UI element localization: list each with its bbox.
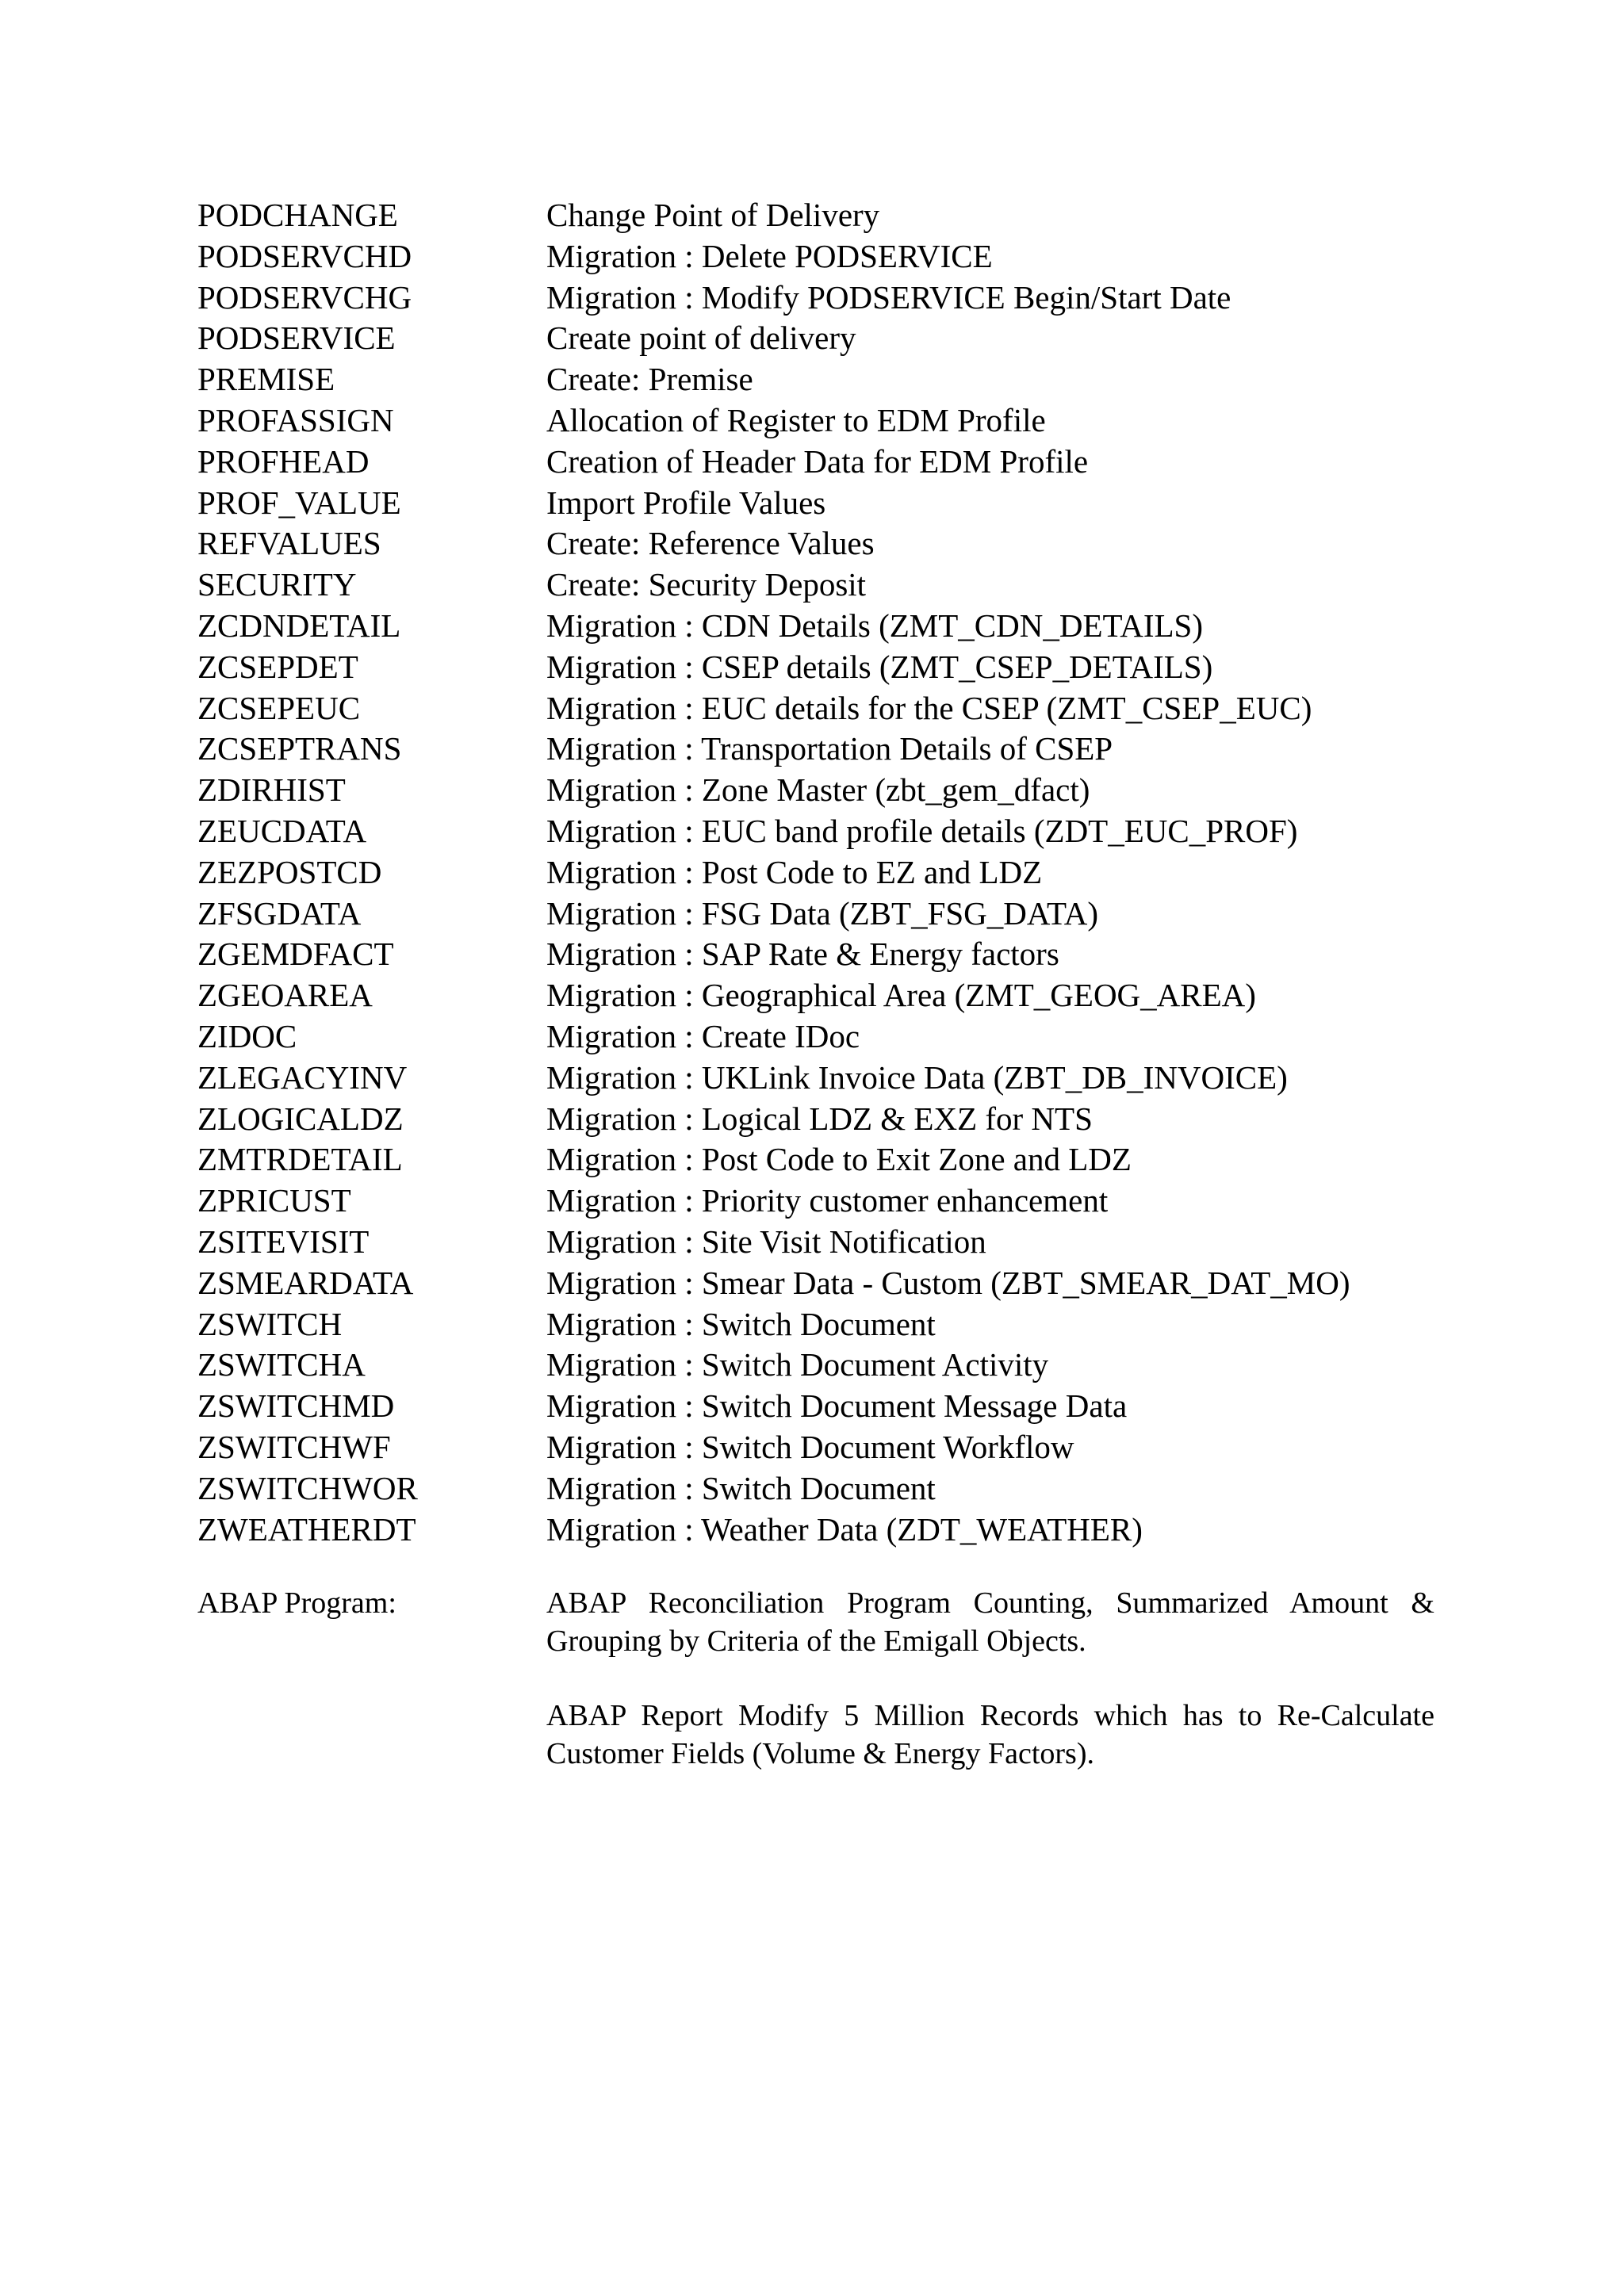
object-code: ZSWITCHA (197, 1346, 366, 1383)
migration-object-row (197, 934, 1466, 975)
object-code: ZPRICUST (197, 1182, 351, 1219)
migration-object-row (197, 564, 1466, 606)
object-description: Migration : Logical LDZ & EXZ for NTS (546, 1100, 1093, 1137)
object-description: Migration : UKLink Invoice Data (ZBT_DB_INVOICE) (546, 1058, 1288, 1096)
migration-object-row (197, 1099, 1466, 1140)
object-description: Migration : Create IDoc (546, 1017, 860, 1054)
object-description: Migration : Switch Document Message Data (546, 1387, 1128, 1425)
migration-object-row (197, 729, 1466, 770)
object-description: Create: Reference Values (546, 525, 875, 562)
object-code: ZCSEPDET (197, 648, 358, 685)
object-description: Migration : Post Code to EZ and LDZ (546, 853, 1043, 890)
migration-object-row (197, 770, 1466, 811)
object-code: ZLEGACYINV (197, 1058, 408, 1096)
object-description: Migration : CSEP details (ZMT_CSEP_DETAILS) (546, 648, 1213, 685)
object-code: ZSWITCHWOR (197, 1469, 418, 1506)
object-code: ZCSEPTRANS (197, 730, 402, 767)
migration-object-row (197, 1345, 1466, 1386)
object-description: Migration : Site Visit Notification (546, 1223, 986, 1260)
object-description: Migration : Switch Document (546, 1469, 936, 1506)
migration-object-row (197, 236, 1466, 277)
object-code: PROFASSIGN (197, 401, 394, 438)
migration-object-row (197, 1468, 1466, 1510)
object-code: ZSWITCHMD (197, 1387, 395, 1425)
object-code: REFVALUES (197, 525, 381, 562)
object-code: ZLOGICALDZ (197, 1100, 404, 1137)
object-description: Creation of Header Data for EDM Profile (546, 442, 1089, 480)
object-code: ZCSEPEUC (197, 689, 361, 726)
object-code: ZCDNDETAIL (197, 607, 401, 644)
object-description: Create point of delivery (546, 320, 856, 357)
object-description: Migration : Switch Document (546, 1305, 936, 1342)
object-code: SECURITY (197, 566, 357, 603)
migration-object-row (197, 1181, 1466, 1222)
migration-object-row (197, 277, 1466, 319)
object-description: Migration : FSG Data (ZBT_FSG_DATA) (546, 894, 1098, 932)
object-description: Migration : Priority customer enhancement (546, 1182, 1109, 1219)
object-code: ZSWITCH (197, 1305, 343, 1342)
migration-object-row (197, 647, 1466, 688)
migration-object-row (197, 483, 1466, 524)
object-code: PODSERVICE (197, 320, 396, 357)
object-description: Migration : CDN Details (ZMT_CDN_DETAILS) (546, 607, 1204, 644)
object-code: ZGEOAREA (197, 977, 373, 1014)
object-description: Allocation of Register to EDM Profile (546, 401, 1046, 438)
migration-object-row (197, 1427, 1466, 1468)
object-description: Change Point of Delivery (546, 197, 880, 233)
object-code: ZDIRHIST (197, 771, 346, 809)
object-code: PODCHANGE (197, 197, 398, 233)
migration-object-row (197, 1263, 1466, 1304)
object-description: Migration : Weather Data (ZDT_WEATHER) (546, 1510, 1143, 1548)
migration-object-row (197, 852, 1466, 894)
migration-object-row (197, 400, 1466, 442)
object-code: PREMISE (197, 361, 335, 398)
abap-program-label: ABAP Program: (197, 1586, 396, 1620)
migration-object-row (197, 1510, 1466, 1551)
migration-object-row (197, 1139, 1466, 1181)
object-description: Migration : Geographical Area (ZMT_GEOG_AREA) (546, 977, 1256, 1014)
object-code: ZSITEVISIT (197, 1223, 370, 1260)
migration-object-row (197, 359, 1466, 400)
migration-object-row (197, 975, 1466, 1016)
object-code: ZSMEARDATA (197, 1264, 414, 1301)
object-description: Migration : EUC details for the CSEP (ZMT_CSEP_EUC) (546, 689, 1312, 726)
migration-object-row (197, 1058, 1466, 1099)
migration-object-row (197, 1222, 1466, 1263)
object-code: PROFHEAD (197, 442, 370, 480)
object-description: Create: Premise (546, 361, 753, 398)
object-code: ZEZPOSTCD (197, 853, 382, 890)
object-code: PROF_VALUE (197, 484, 401, 521)
object-code: PODSERVCHG (197, 278, 412, 316)
migration-object-row (197, 1304, 1466, 1345)
object-description: Migration : SAP Rate & Energy factors (546, 936, 1059, 973)
object-code: ZFSGDATA (197, 894, 362, 932)
object-code: ZGEMDFACT (197, 936, 394, 973)
migration-object-row (197, 1386, 1466, 1427)
migration-object-row (197, 811, 1466, 852)
object-description: Migration : Zone Master (zbt_gem_dfact) (546, 771, 1090, 809)
object-description: Migration : Smear Data - Custom (ZBT_SMEAR_DAT_MO) (546, 1264, 1350, 1301)
object-code: ZIDOC (197, 1017, 297, 1054)
object-description: Create: Security Deposit (546, 566, 867, 603)
migration-object-row (197, 606, 1466, 647)
abap-program-description-1: ABAP Reconciliation Program Counting, Summarized Amount & Grouping by Criteria of the Emigall Objects. (546, 1586, 1434, 1658)
migration-object-row (197, 688, 1466, 729)
migration-object-row (197, 894, 1466, 935)
object-description: Migration : Delete PODSERVICE (546, 237, 993, 274)
migration-object-row (197, 195, 1466, 236)
object-code: ZSWITCHWF (197, 1428, 391, 1465)
abap-program-description-2: ABAP Report Modify 5 Million Records which has to Re-Calculate Customer Fields (Volume & Energy Factors). (546, 1699, 1434, 1770)
object-description: Migration : Post Code to Exit Zone and LDZ (546, 1141, 1132, 1178)
migration-object-row (197, 523, 1466, 564)
object-code: ZEUCDATA (197, 812, 367, 849)
migration-object-row (197, 442, 1466, 483)
object-description: Import Profile Values (546, 484, 826, 521)
object-description: Migration : Modify PODSERVICE Begin/Start Date (546, 278, 1231, 316)
object-description: Migration : Switch Document Workflow (546, 1428, 1074, 1465)
migration-object-list (197, 195, 1466, 1550)
object-description: Migration : Transportation Details of CSEP (546, 730, 1113, 767)
migration-object-row (197, 1016, 1466, 1058)
migration-object-row (197, 318, 1466, 359)
object-code: PODSERVCHD (197, 237, 412, 274)
object-code: ZMTRDETAIL (197, 1141, 403, 1178)
object-description: Migration : EUC band profile details (ZDT_EUC_PROF) (546, 812, 1298, 849)
object-description: Migration : Switch Document Activity (546, 1346, 1049, 1383)
object-code: ZWEATHERDT (197, 1510, 416, 1548)
